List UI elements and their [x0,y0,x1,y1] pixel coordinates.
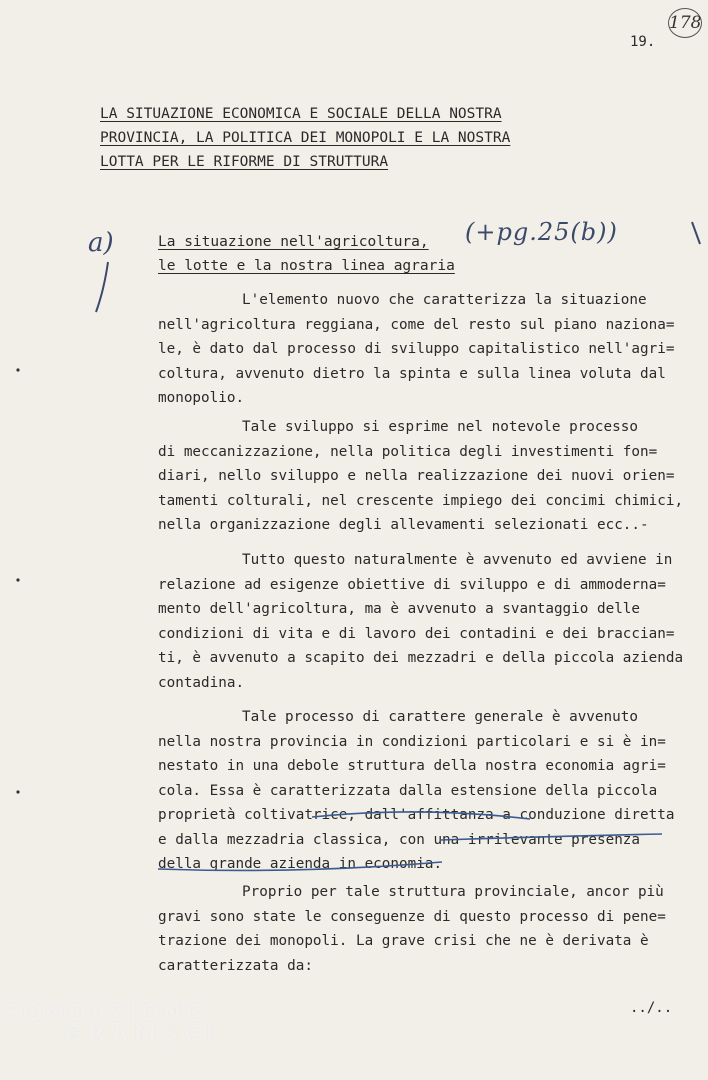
text-line: di meccanizzazione, nella politica degli investimenti fon= [158,443,658,460]
text-line: diari, nello sviluppo e nella realizzazione dei nuovi orien= [158,468,675,484]
pen-underline [440,834,662,840]
page-number: 19. [630,34,656,50]
text-line: e dalla mezzadria classica, con una irrilevante presenza [158,831,641,848]
pen-underline [312,812,530,819]
text-line: tamenti colturali, nel crescente impiego dei concimi chimici, [158,492,684,509]
section-mark: a) [88,228,114,258]
text-line: L'elemento nuovo che caratterizza la situazione [242,292,647,308]
text-line: mento dell'agricoltura, ma è avvenuto a svantaggio delle [158,601,641,617]
text-line: condizioni di vita e di lavoro dei contadini e dei braccian= [158,625,675,642]
text-line: caratterizzata da: [158,957,313,974]
text-line: coltura, avvenuto dietro la spinta e sulla linea voluta dal [158,365,666,382]
text-line: monopolio. [158,390,245,406]
text-line: Tale sviluppo si esprime nel notevole processo [242,419,638,435]
watermark-line: FONDAZIONE [4,999,203,1027]
margin-stroke [96,262,108,312]
continuation-mark: ../.. [630,1000,673,1016]
text-line: relazione ad esigenze obiettive di sviluppo e di ammoderna= [158,576,666,593]
text-line: Tale processo di carattere generale è avvenuto [242,709,638,725]
text-line: cola. Essa è caratterizzata dalla estensione della piccola [158,782,658,799]
text-line: trazione dei monopoli. La grave crisi che ne è derivata è [158,933,649,949]
section-title-line: le lotte e la nostra linea agraria [158,258,455,274]
text-line: le, è dato dal processo di sviluppo capitalistico nell'agri= [158,341,675,357]
margin-tick [692,222,700,244]
watermark-line: GRAMSCI [64,1022,221,1047]
archive-watermark [4,999,221,1047]
text-line: Proprio per tale struttura provinciale, ancor più [242,884,664,900]
title-line: LA SITUAZIONE ECONOMICA E SOCIALE DELLA NOSTRA [100,106,502,122]
margin-dot [16,578,19,581]
pen-underline [158,862,442,870]
text-line: nella organizzazione degli allevamenti selezionati ecc..- [158,517,649,533]
text-line: gravi sono state le conseguenze di questo processo di pene= [158,908,666,925]
text-line: Tutto questo naturalmente è avvenuto ed avviene in [242,552,673,568]
text-line: della grande azienda in economia. [158,856,443,872]
title-line: PROVINCIA, LA POLITICA DEI MONOPOLI E LA NOSTRA [100,130,511,146]
text-line: contadina. [158,674,245,691]
text-line: proprietà coltivatrice, dall'affittanza a conduzione diretta [158,807,675,823]
text-line: ti, è avvenuto a scapito dei mezzadri e della piccola azienda [158,650,684,666]
margin-dot [16,790,19,793]
margin-dot [16,368,19,371]
text-line: nella nostra provincia in condizioni particolari e si è in= [158,733,666,750]
text-line: nestato in una debole struttura della nostra economia agri= [158,758,666,774]
title-line: LOTTA PER LE RIFORME DI STRUTTURA [100,154,389,170]
handwritten-note: (+pg.25(b)) [465,218,618,246]
section-title-line: La situazione nell'agricoltura, [158,234,429,250]
text-line: nell'agricoltura reggiana, come del resto sul piano naziona= [158,316,675,333]
archive-number: 178 [668,8,702,38]
